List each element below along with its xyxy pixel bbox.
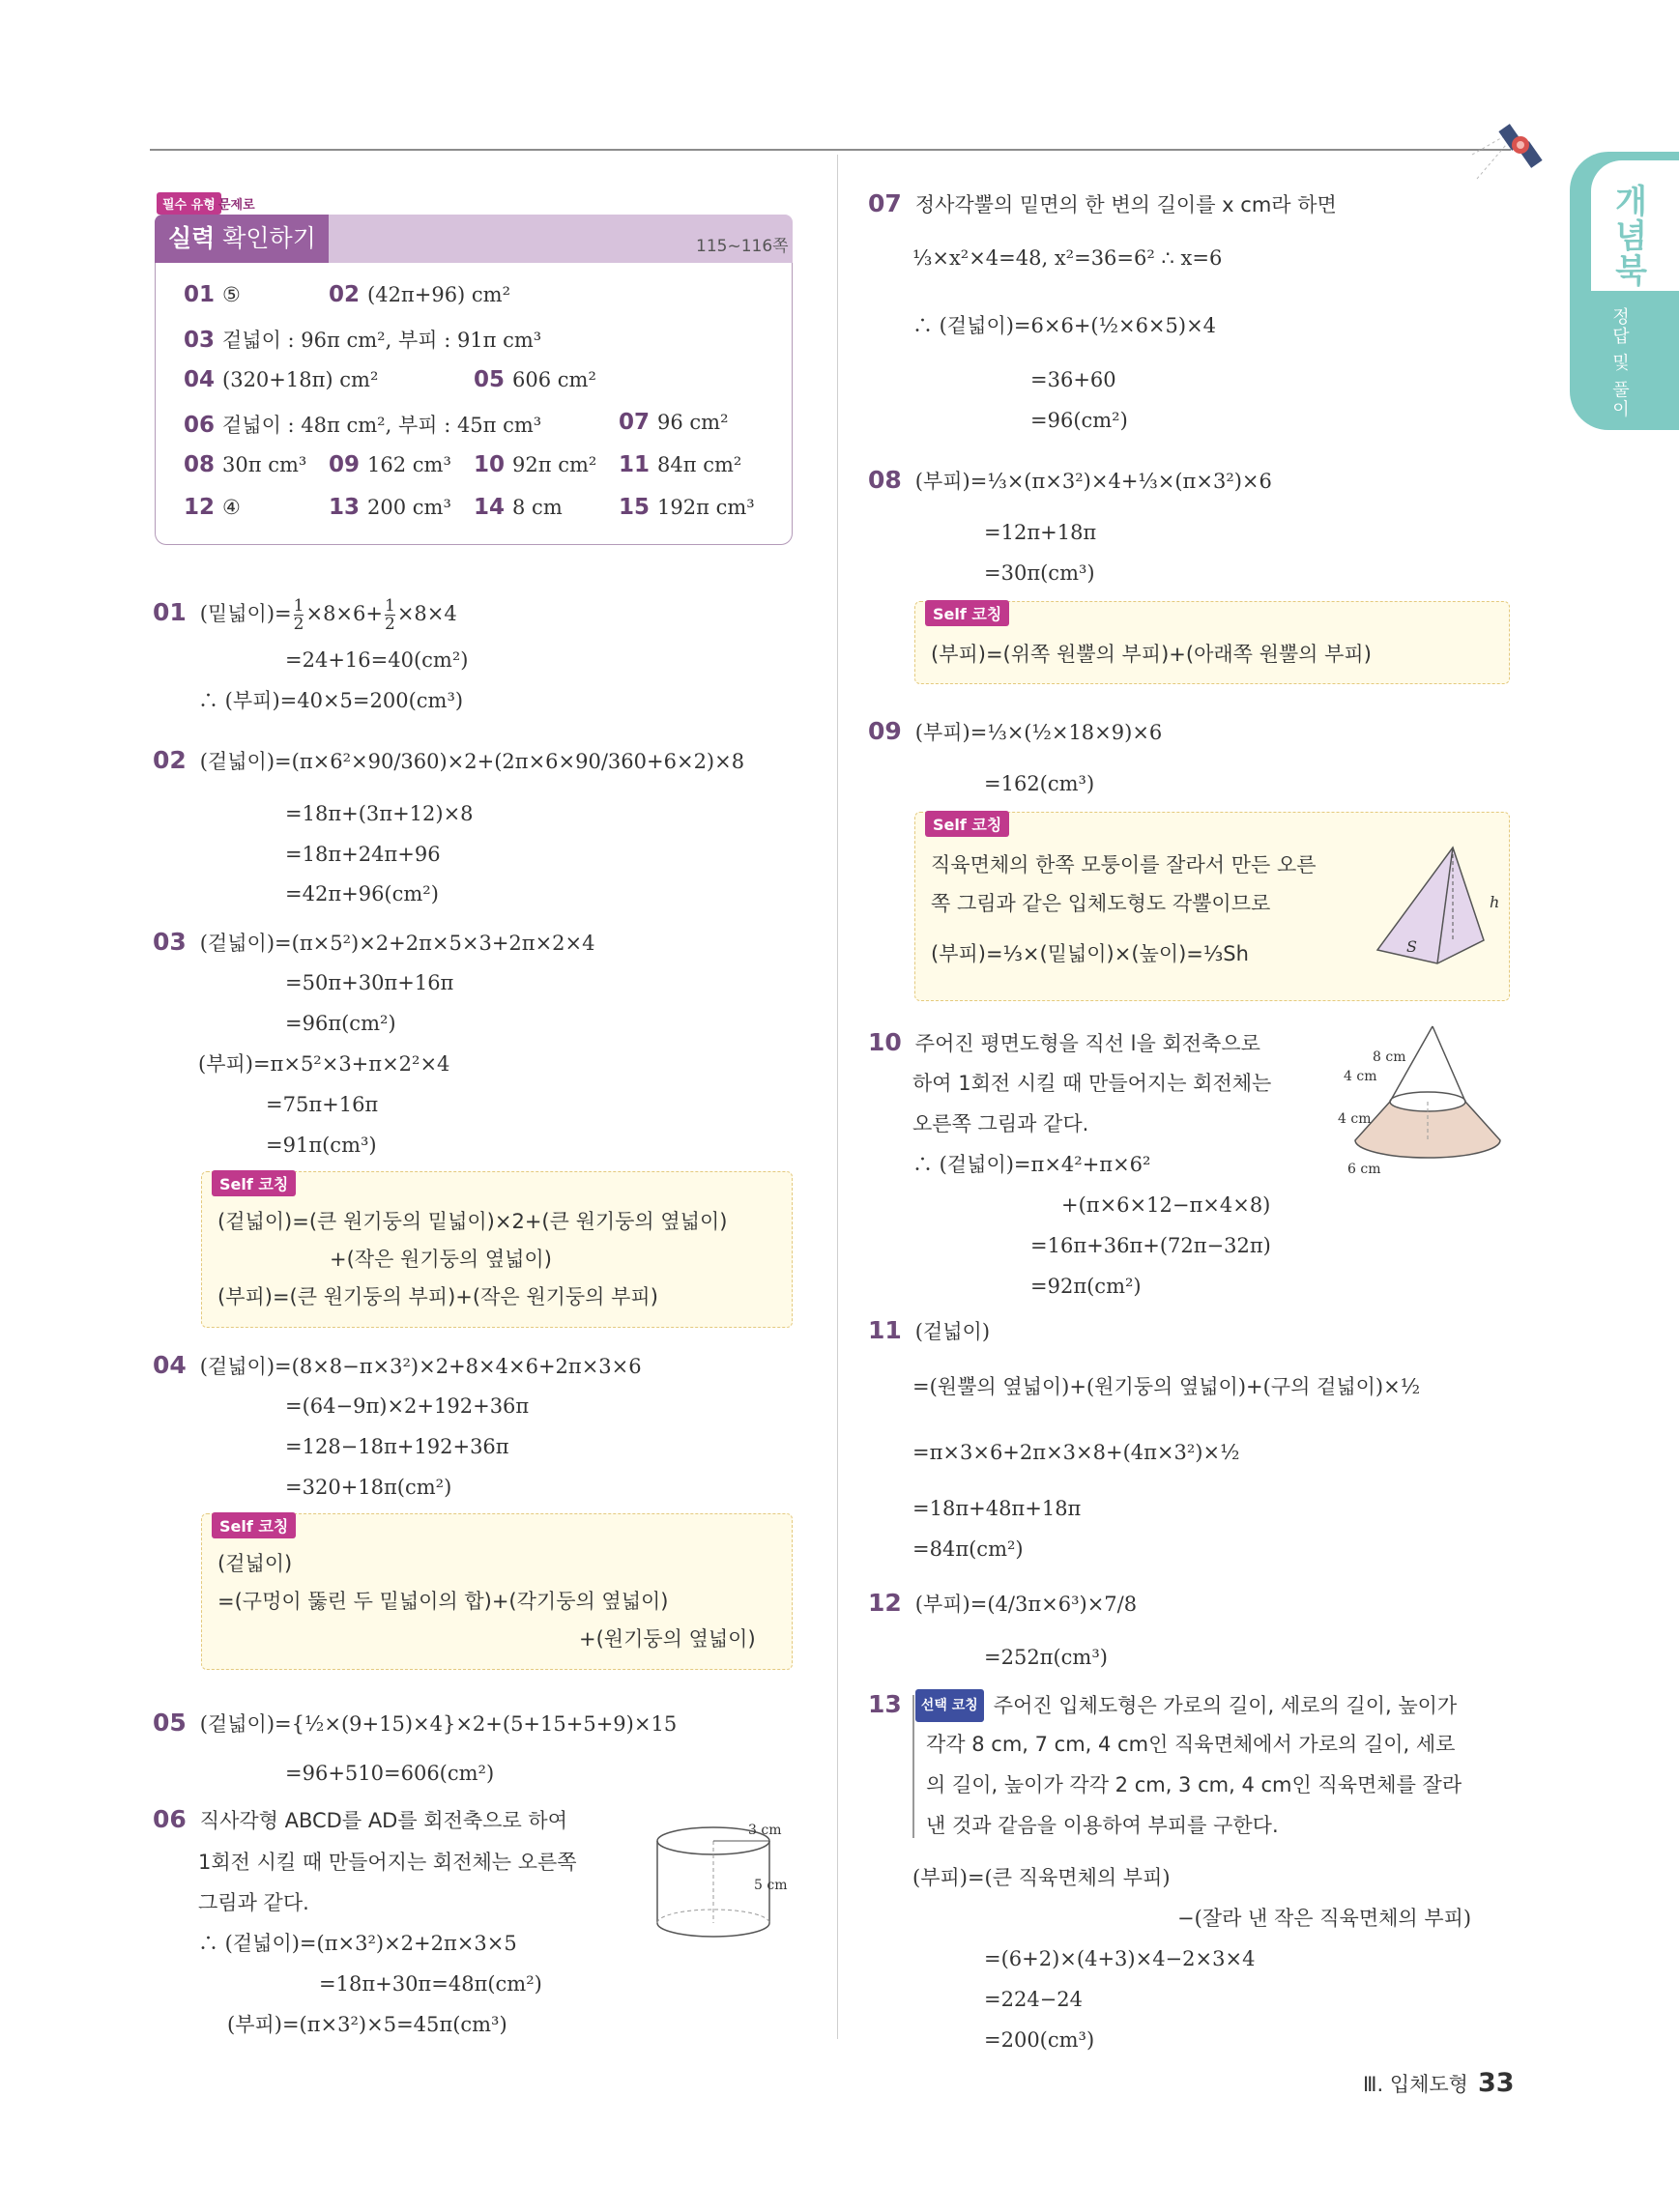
solution-13-line3: 의 길이, 높이가 각각 2 cm, 3 cm, 4 cm인 직육면체를 잘라	[926, 1773, 1462, 1796]
solution-12-line2: =252π(cm³)	[984, 1646, 1108, 1669]
self-coaching-label: Self 코칭	[212, 1512, 296, 1538]
pyramid-base-label: S	[1406, 937, 1417, 956]
coaching-line: (겉넓이)=(큰 원기둥의 밑넓이)×2+(큰 원기둥의 옆넓이)	[217, 1210, 728, 1233]
solution-11-line5: =84π(cm²)	[912, 1537, 1024, 1561]
section-title-bold: 실력	[168, 224, 216, 252]
solution-08-line2: =12π+18π	[984, 521, 1097, 544]
answer-item: 15 192π cm³	[619, 495, 755, 520]
coaching-line: +(작은 원기둥의 옆넓이)	[330, 1248, 552, 1271]
solution-06-line1: 06 직사각형 ABCD를 AD를 회전축으로 하여	[153, 1805, 567, 1833]
solution-03-line1: 03 (겉넓이)=(π×5²)×2+2π×5×3+2π×2×4	[153, 928, 595, 956]
solution-05-line2: =96+510=606(cm²)	[285, 1762, 495, 1785]
solution-13-line9: =200(cm³)	[984, 2028, 1095, 2052]
cylinder-radius-label: 3 cm	[748, 1823, 782, 1838]
page-number: 33	[1477, 2068, 1515, 2098]
pyramid-figure	[1368, 842, 1503, 987]
coaching-line: 직육면체의 한쪽 모퉁이를 잘라서 만든 오른	[931, 853, 1317, 876]
coaching-line: 쪽 그림과 같은 입체도형도 각뿔이므로	[931, 892, 1271, 915]
solution-05-line1: 05 (겉넓이)={½×(9+15)×4}×2+(5+15+5+9)×15	[153, 1709, 678, 1737]
solution-09-line1: 09 (부피)=⅓×(½×18×9)×6	[868, 717, 1163, 745]
column-divider	[837, 155, 838, 2039]
header-tag: 필수 유형	[157, 192, 221, 215]
solution-13-bar	[912, 1695, 914, 1838]
frustum-bottom-label: 6 cm	[1347, 1162, 1381, 1177]
answer-item: 11 84π cm²	[619, 452, 742, 477]
frustum-slant-label: 8 cm	[1373, 1049, 1406, 1065]
answer-item: 14 8 cm	[474, 495, 563, 520]
solution-10-line2: 하여 1회전 시킬 때 만들어지는 회전체는	[912, 1072, 1272, 1095]
solution-02-line3: =18π+24π+96	[285, 843, 441, 866]
self-coaching-08	[914, 601, 1510, 684]
solution-07-line1: 07 정사각뿔의 밑면의 한 변의 길이를 x cm라 하면	[868, 189, 1337, 217]
page-range: 115~116쪽	[696, 237, 789, 256]
solution-02-line1: 02 (겉넓이)=(π×6²×90/360)×2+(2π×6×90/360+6×2)×8	[153, 746, 745, 774]
answer-item: 12 ④	[184, 495, 241, 520]
solution-02-line2: =18π+(3π+12)×8	[285, 802, 474, 825]
solution-10-line6: =16π+36π+(72π−32π)	[1030, 1234, 1271, 1257]
solution-06-line6: (부피)=(π×3²)×5=45π(cm³)	[227, 2013, 507, 2036]
solution-10-line5: +(π×6×12−π×4×8)	[1061, 1193, 1271, 1217]
solution-13-line2: 각각 8 cm, 7 cm, 4 cm인 직육면체에서 가로의 길이, 세로	[926, 1733, 1456, 1756]
solution-11-line2: =(원뿔의 옆넓이)+(원기둥의 옆넓이)+(구의 겉넓이)×½	[912, 1375, 1421, 1398]
solution-02-line4: =42π+96(cm²)	[285, 882, 439, 905]
answer-item: 06 겉넓이 : 48π cm², 부피 : 45π cm³	[184, 413, 542, 438]
coaching-line: (부피)=(위쪽 원뿔의 부피)+(아래쪽 원뿔의 부피)	[931, 643, 1372, 666]
side-tab-book: 개념북	[1608, 184, 1647, 288]
answer-item: 05 606 cm²	[474, 367, 596, 392]
header-tag-suffix: 문제로	[218, 198, 255, 213]
solution-04-line2: =(64−9π)×2+192+36π	[285, 1394, 530, 1418]
solution-08-line1: 08 (부피)=⅓×(π×3²)×4+⅓×(π×3²)×6	[868, 466, 1272, 494]
answer-item: 02 (42π+96) cm²	[329, 282, 511, 307]
solution-03-line6: =91π(cm³)	[266, 1134, 377, 1157]
coaching-line: (부피)=(큰 원기둥의 부피)+(작은 원기둥의 부피)	[217, 1285, 658, 1308]
solution-06-line2: 1회전 시킬 때 만들어지는 회전체는 오른쪽	[198, 1851, 577, 1874]
solution-03-line4: (부피)=π×5²×3+π×2²×4	[198, 1052, 450, 1076]
answer-item: 08 30π cm³	[184, 452, 307, 477]
top-rule	[150, 149, 1511, 151]
solution-07-line3: ∴ (겉넓이)=6×6+(½×6×5)×4	[912, 314, 1217, 337]
solution-01-line3: ∴ (부피)=40×5=200(cm³)	[198, 689, 464, 712]
solution-12-line1: 12 (부피)=(4/3π×6³)×7/8	[868, 1589, 1138, 1617]
solution-06-line4: ∴ (겉넓이)=(π×3²)×2+2π×3×5	[198, 1932, 517, 1955]
solution-03-line5: =75π+16π	[266, 1093, 379, 1116]
solution-07-line5: =96(cm²)	[1030, 409, 1128, 432]
solution-10-line1: 10 주어진 평면도형을 직선 l을 회전축으로	[868, 1028, 1260, 1056]
self-coaching-04	[201, 1513, 793, 1670]
solution-07-line4: =36+60	[1030, 368, 1116, 391]
solution-06-line3: 그림과 같다.	[198, 1891, 309, 1914]
solution-13-line7: =(6+2)×(4+3)×4−2×3×4	[984, 1947, 1256, 1970]
solution-03-line2: =50π+30π+16π	[285, 971, 454, 994]
solution-03-line3: =96π(cm²)	[285, 1012, 396, 1035]
cylinder-figure	[648, 1817, 802, 1952]
section-title-rest: 확인하기	[215, 224, 316, 252]
solution-04-line1: 04 (겉넓이)=(8×8−π×3²)×2+8×4×6+2π×3×6	[153, 1351, 642, 1379]
solution-09-line2: =162(cm³)	[984, 772, 1095, 795]
coaching-line: =(구멍이 뚫린 두 밑넓이의 합)+(각기둥의 옆넓이)	[217, 1590, 669, 1613]
solution-13-line5: (부피)=(큰 직육면체의 부피)	[912, 1866, 1171, 1889]
frustum-top-label: 4 cm	[1344, 1069, 1377, 1084]
self-coaching-09	[914, 812, 1510, 1001]
solution-08-line3: =30π(cm³)	[984, 561, 1095, 585]
answer-item: 09 162 cm³	[329, 452, 451, 477]
coaching-line: (겉넓이)	[217, 1552, 293, 1575]
footer-chapter: Ⅲ. 입체도형	[1363, 2073, 1468, 2096]
solution-06-line5: =18π+30π=48π(cm²)	[319, 1972, 542, 1996]
answer-item: 01 ⑤	[184, 282, 241, 307]
self-coaching-label: Self 코칭	[925, 811, 1009, 837]
answer-item: 10 92π cm²	[474, 452, 597, 477]
coaching-line: (부피)=⅓×(밑넓이)×(높이)=⅓Sh	[931, 942, 1249, 965]
satellite-icon	[1467, 116, 1554, 193]
solution-10-line3: 오른쪽 그림과 같다.	[912, 1112, 1089, 1135]
answer-item: 04 (320+18π) cm²	[184, 367, 379, 392]
answer-item: 13 200 cm³	[329, 495, 451, 520]
solution-13-line6: −(잘라 낸 작은 직육면체의 부피)	[1177, 1907, 1472, 1930]
solution-11-line4: =18π+48π+18π	[912, 1497, 1082, 1520]
solution-04-line3: =128−18π+192+36π	[285, 1435, 509, 1458]
answer-item: 03 겉넓이 : 96π cm², 부피 : 91π cm³	[184, 328, 542, 353]
solution-10-line7: =92π(cm²)	[1030, 1275, 1142, 1298]
answer-item: 07 96 cm²	[619, 410, 729, 435]
solution-10-line4: ∴ (겉넓이)=π×4²+π×6²	[912, 1153, 1151, 1176]
solution-13-line4: 낸 것과 같음을 이용하여 부피를 구한다.	[926, 1814, 1279, 1837]
solution-11-line3: =π×3×6+2π×3×8+(4π×3²)×½	[912, 1441, 1240, 1464]
self-coaching-label: Self 코칭	[925, 600, 1009, 626]
frustum-figure	[1338, 1020, 1518, 1185]
solution-01-line1: 01 (밑넓이)= $\frac{1}{2}$ ×8×6+ $\frac{1}{2}$ ×8×4	[153, 596, 457, 634]
solution-13-line8: =224−24	[984, 1988, 1083, 2011]
self-coaching-label: Self 코칭	[212, 1170, 296, 1196]
solution-01-line2: =24+16=40(cm²)	[285, 648, 469, 672]
side-tab-subtitle: 정답 및 풀이	[1609, 307, 1630, 419]
coaching-line: +(원기둥의 옆넓이)	[579, 1627, 756, 1651]
selection-coaching-badge: 선택 코칭	[915, 1689, 984, 1722]
pyramid-height-label: h	[1490, 893, 1500, 911]
self-coaching-03	[201, 1171, 793, 1328]
cylinder-height-label: 5 cm	[754, 1878, 788, 1893]
section-title	[155, 215, 329, 263]
solution-04-line4: =320+18π(cm²)	[285, 1476, 452, 1499]
page-footer	[1363, 2068, 1515, 2098]
solution-11-line1: 11 (겉넓이)	[868, 1316, 991, 1344]
frustum-height-label: 4 cm	[1338, 1111, 1372, 1127]
solution-13-line1: 13 선택 코칭 주어진 입체도형은 가로의 길이, 세로의 길이, 높이가	[868, 1689, 1457, 1722]
solution-07-line2: ⅓×x²×4=48, x²=36=6² ∴ x=6	[912, 246, 1223, 270]
